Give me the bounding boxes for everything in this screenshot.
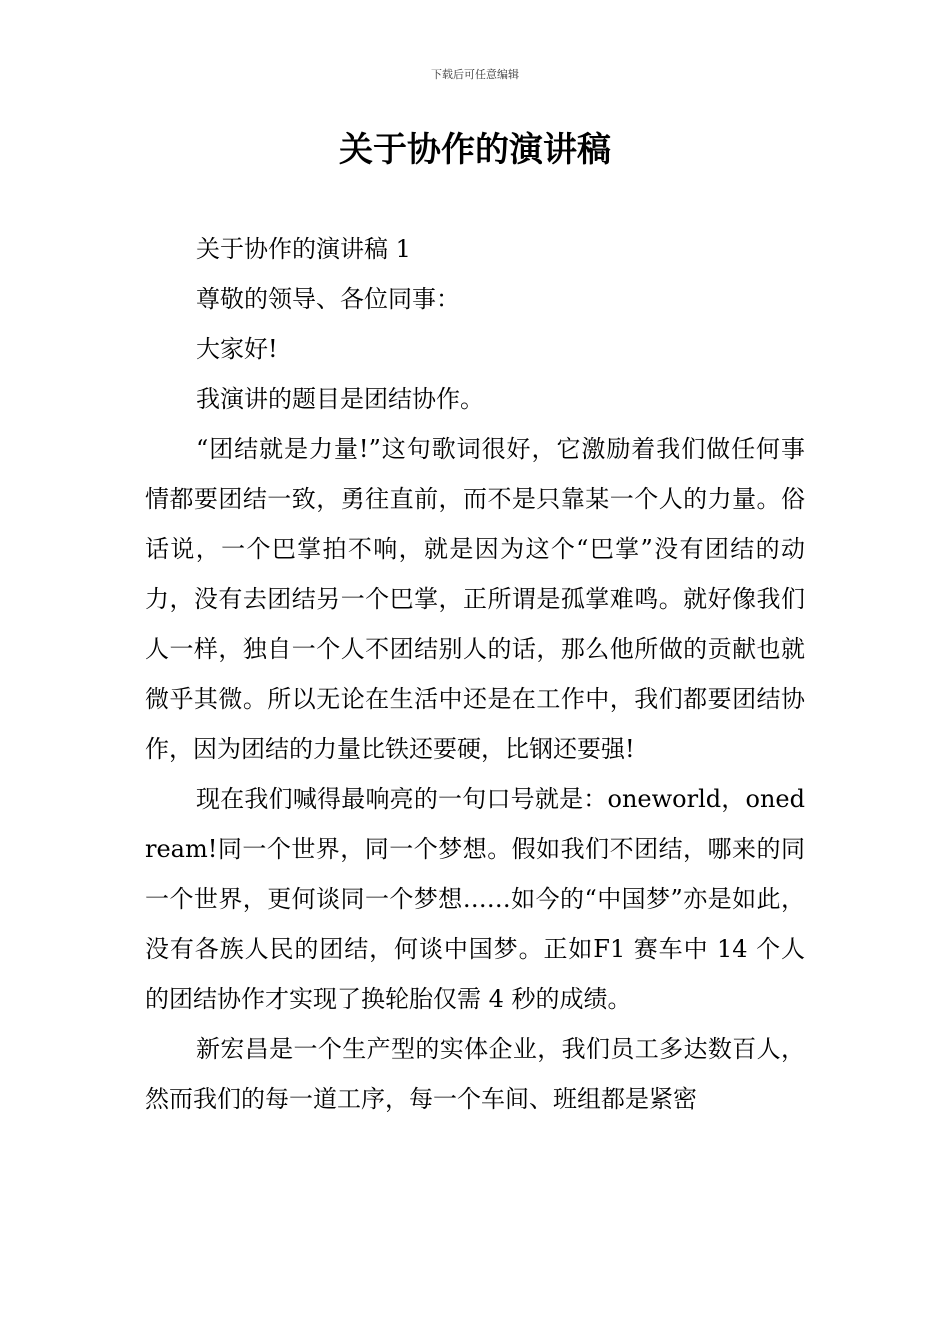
paragraph-body-1: “团结就是力量!”这句歌词很好，它激励着我们做任何事情都要团结一致，勇往直前，而不是只靠某一个人的力量。俗话说，一个巴掌拍不响，就是因为这个“巴掌”没有团结的动力，没有去团结另一个巴掌，正所谓是孤掌难鸣。就好像我们人一样，独自一个人不团结别人的话，那么他所做的贡献也就微乎其微。所以无论在生活中还是在工作中，我们都要团结协作，因为团结的力量比铁还要硬，比钢还要强! bbox=[145, 435, 805, 763]
document-body bbox=[145, 224, 805, 1124]
paragraph-heading: 关于协作的演讲稿 1 bbox=[196, 235, 411, 263]
document-title: 关于协作的演讲稿 bbox=[339, 130, 611, 170]
paragraph-topic: 我演讲的题目是团结协作。 bbox=[196, 385, 484, 413]
paragraph-body-2: 现在我们喊得最响亮的一句口号就是：oneworld，onedream!同一个世界，同一个梦想。假如我们不团结，哪来的同一个世界，更何谈同一个梦想……如今的“中国梦”亦是如此，没有各族人民的团结，何谈中国梦。正如F1 赛车中 14 个人的团结协作才实现了换轮胎仅需 4 秒的成绩。 bbox=[145, 785, 805, 1013]
paragraph-greeting: 大家好! bbox=[196, 335, 278, 363]
paragraph-body-3: 新宏昌是一个生产型的实体企业，我们员工多达数百人，然而我们的每一道工序，每一个车间、班组都是紧密 bbox=[145, 1035, 805, 1113]
paragraph-salutation: 尊敬的领导、各位同事： bbox=[196, 285, 460, 313]
header-note: 下载后可任意编辑 bbox=[431, 68, 519, 81]
